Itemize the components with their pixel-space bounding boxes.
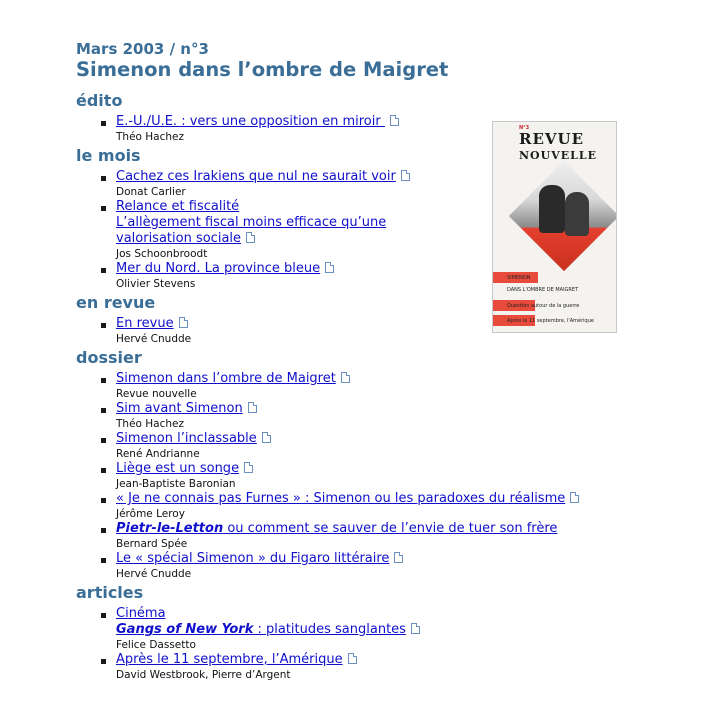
magazine-cover <box>492 121 617 333</box>
article-link[interactable]: En revue <box>116 316 174 331</box>
list-item <box>76 606 696 652</box>
document-icon[interactable] <box>341 372 350 383</box>
article-link-italic[interactable]: Pietr-le-Letton <box>116 521 224 536</box>
article-author: Jérôme Leroy <box>116 508 185 520</box>
cover-issue-tag: N°3 <box>519 125 530 131</box>
article-author: Hervé Cnudde <box>116 568 192 580</box>
article-link[interactable]: Le « spécial Simenon » du Figaro littéraire <box>116 551 390 566</box>
article-author: Felice Dassetto <box>116 639 196 651</box>
article-link[interactable]: Relance et fiscalité <box>116 199 240 214</box>
article-link[interactable]: Simenon l’inclassable <box>116 431 257 446</box>
article-link[interactable]: Cachez ces Irakiens que nul ne saurait voir <box>116 169 396 184</box>
article-link[interactable]: E.-U./U.E. : vers une opposition en miroir <box>116 114 385 129</box>
article-link[interactable]: Sim avant Simenon <box>116 401 243 416</box>
section-heading-articles: articles <box>76 583 144 602</box>
article-link[interactable]: « Je ne connais pas Furnes » : Simenon ou les paradoxes du réalisme <box>116 491 566 506</box>
section-heading-edito: édito <box>76 91 123 110</box>
article-link-subtitle[interactable]: valorisation sociale <box>116 231 242 246</box>
section-heading-dossier: dossier <box>76 348 142 367</box>
document-icon[interactable] <box>390 115 399 126</box>
document-icon[interactable] <box>244 462 253 473</box>
cover-figure <box>539 185 565 233</box>
list-item <box>76 521 696 551</box>
section-heading-en-revue: en revue <box>76 293 156 312</box>
article-link-italic[interactable]: Gangs of New York <box>116 622 254 637</box>
cover-band-text: Après le 11 septembre, l'Amérique <box>507 318 594 324</box>
list-item <box>76 491 696 521</box>
article-author: Jos Schoonbroodt <box>116 248 208 260</box>
cover-band-text: Question autour de la guerre <box>507 303 580 309</box>
list-item <box>76 371 696 401</box>
list-item <box>76 551 696 581</box>
issue-label: Mars 2003 / n°3 <box>76 40 209 58</box>
document-icon[interactable] <box>179 317 188 328</box>
section-heading-le-mois: le mois <box>76 146 141 165</box>
page-title: Simenon dans l’ombre de Maigret <box>76 58 449 81</box>
document-icon[interactable] <box>325 262 334 273</box>
document-icon[interactable] <box>411 623 420 634</box>
article-link-rest[interactable]: : platitudes sanglantes <box>253 622 406 637</box>
article-author: Jean-Baptiste Baronian <box>116 478 236 490</box>
article-author: Bernard Spée <box>116 538 188 550</box>
articles-list <box>76 606 696 682</box>
list-item <box>76 401 696 431</box>
list-item <box>76 461 696 491</box>
document-icon[interactable] <box>246 232 255 243</box>
document-icon[interactable] <box>262 432 271 443</box>
article-link-subtitle[interactable] <box>116 622 406 637</box>
list-item <box>76 431 696 461</box>
cover-band-text: SIMENON <box>507 275 531 281</box>
cover-figure <box>565 192 589 236</box>
dossier-list <box>76 371 696 581</box>
document-icon[interactable] <box>394 552 403 563</box>
article-link[interactable]: Après le 11 septembre, l’Amérique <box>116 652 343 667</box>
cover-logo-line2: NOUVELLE <box>519 149 598 162</box>
article-link-rest[interactable]: ou comment se sauver de l’envie de tuer son frère <box>223 521 558 536</box>
article-link[interactable] <box>116 521 557 536</box>
article-author: Revue nouvelle <box>116 388 197 400</box>
article-link-subtitle[interactable]: L’allègement fiscal moins efficace qu’une <box>116 215 387 230</box>
article-link[interactable]: Mer du Nord. La province bleue <box>116 261 321 276</box>
article-author: Donat Carlier <box>116 186 186 198</box>
cover-logo-line1: REVUE <box>519 130 585 148</box>
article-author: David Westbrook, Pierre d’Argent <box>116 669 291 681</box>
article-link[interactable]: Simenon dans l’ombre de Maigret <box>116 371 336 386</box>
cover-band-text: DANS L'OMBRE DE MAIGRET <box>507 287 579 293</box>
article-author: Olivier Stevens <box>116 278 196 290</box>
document-icon[interactable] <box>570 492 579 503</box>
article-link[interactable]: Liège est un songe <box>116 461 240 476</box>
article-author: Théo Hachez <box>116 131 185 143</box>
article-link[interactable]: Cinéma <box>116 606 166 621</box>
list-item <box>76 652 696 682</box>
document-icon[interactable] <box>348 653 357 664</box>
article-author: René Andrianne <box>116 448 200 460</box>
article-author: Hervé Cnudde <box>116 333 192 345</box>
document-icon[interactable] <box>401 170 410 181</box>
document-icon[interactable] <box>248 402 257 413</box>
article-author: Théo Hachez <box>116 418 185 430</box>
